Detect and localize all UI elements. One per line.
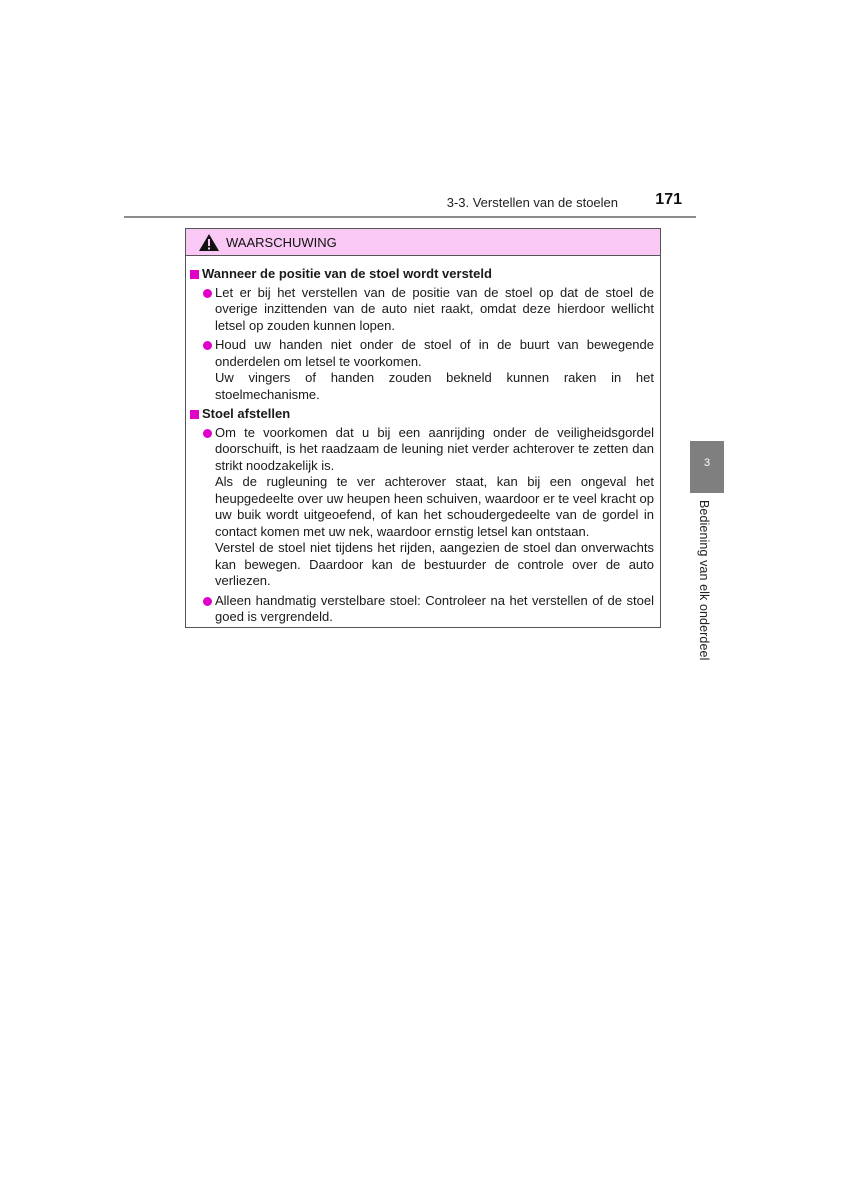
page-number: 171 [655,191,682,208]
chapter-label: Bediening van elk onderdeel [697,500,711,661]
chapter-tab: 3 [690,441,724,493]
paragraph: Uw vingers of handen zouden bekneld kunnen raken in het stoelmechanisme. [215,370,654,402]
warning-box [185,228,661,628]
warning-content [186,256,660,626]
section-title: 3-3. Verstellen van de stoelen [446,195,618,210]
paragraph: Verstel de stoel niet tijdens het rijden, aangezien de stoel dan onverwachts kan bewegen. Daardoor kan de bestuurder de controle over de auto verliezen. [215,540,654,588]
list-item [190,285,654,335]
section-heading: Wanneer de positie van de stoel wordt versteld [190,266,654,283]
warning-triangle-icon [198,233,220,252]
round-bullet-icon [203,289,212,298]
round-bullet-icon [203,597,212,606]
list-item [190,593,654,626]
paragraph: Houd uw handen niet onder de stoel of in de buurt van bewegende onderdelen om letsel te voorkomen. [215,337,654,369]
paragraph: Om te voorkomen dat u bij een aanrijding onder de veiligheidsgordel doorschuift, is het raadzaam de leuning niet verder achterover te zetten dan strikt noodzakelijk is. [215,424,654,473]
round-bullet-icon [203,429,212,438]
page-header [124,190,696,218]
paragraph: Alleen handmatig verstelbare stoel: Controleer na het verstellen of de stoel goed is vergrendeld. [215,592,654,624]
square-bullet-icon [190,270,199,279]
list-item [190,425,654,590]
list-item [190,337,654,403]
paragraph: Let er bij het verstellen van de positie van de stoel op dat de stoel de overige inzittenden van de auto niet raakt, omdat deze hierdoor wellicht letsel op zouden kunnen lopen. [215,284,654,333]
warning-heading: WAARSCHUWING [226,234,337,250]
round-bullet-icon [203,341,212,350]
section-heading: Stoel afstellen [190,406,654,423]
paragraph: Als de rugleuning te ver achterover staat, kan bij een ongeval het heupgedeelte over uw heupen heen schuiven, waardoor er te veel kracht op uw buik wordt uitgeoefend, of kan het schoudergedeelte van de gordel in contact komen met uw nek, waardoor ernstig letsel kan ontstaan. [215,474,654,539]
warning-header [186,229,660,256]
square-bullet-icon [190,410,199,419]
